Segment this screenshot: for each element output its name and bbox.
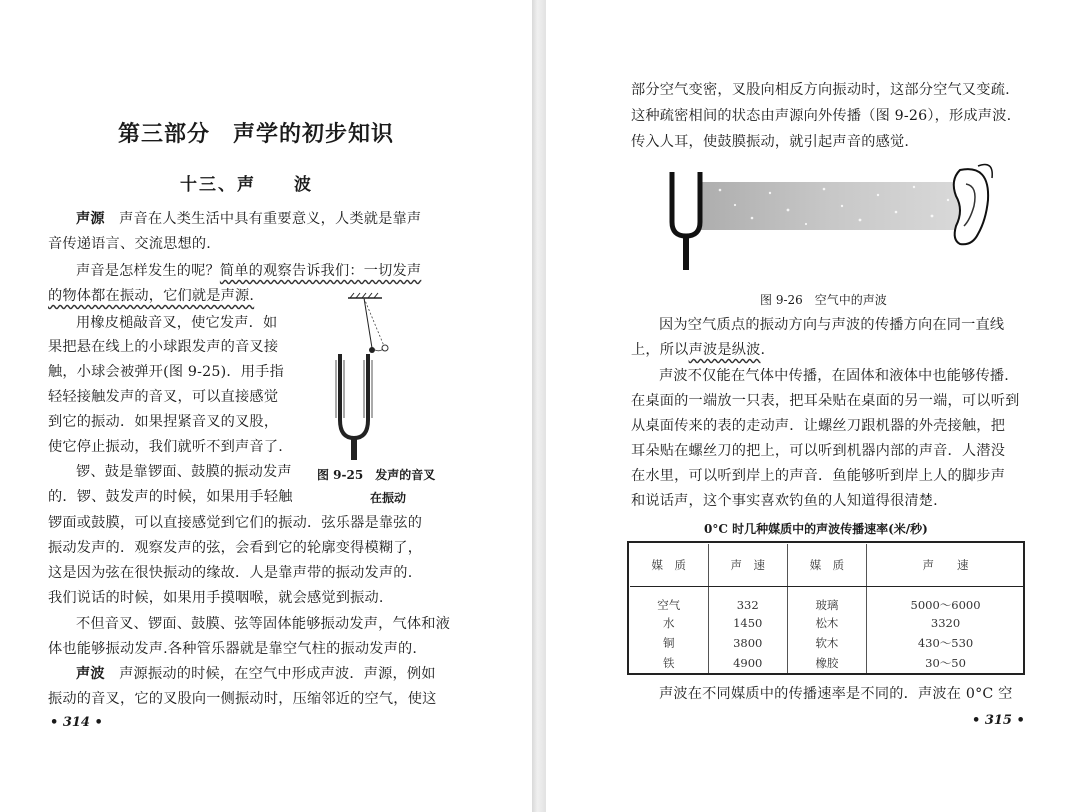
figure-9-25-label: 图 9-25 [317,468,364,482]
body-line: 振动发声的．观察发声的弦，会看到它的轮廓变得模糊了， [48,540,423,556]
table-cell: 3320 [930,615,961,630]
table-cell: 5000～6000 [910,597,981,612]
body-line: 使它停止振动，我们就听不到声音了. [48,439,283,455]
table-header-cell: 声 速 [867,544,1024,586]
page-number-left: • 314 • [50,715,103,730]
emphasis-text: 简单的观察告诉我们：一切发声 [219,263,422,279]
table-cell: 铁 [630,653,708,673]
body-line: 触，小球会被弹开(图 9-25)．用手指 [48,364,284,380]
question-text: 声音是怎样发生的呢？ [76,263,220,279]
book-gutter [532,0,546,812]
body-line: 这是因为弦在很快振动的缘故．人是靠声带的振动发声的. [48,565,413,581]
para5-line1-text: 声源振动的时候，在空气中形成声波．声源，例如 [119,666,436,682]
table-cell: 3800 [708,633,787,653]
table-cell: 4900 [708,653,787,673]
body-line: 从桌面传来的表的走动声．让螺丝刀跟机器的外壳接触，把 [631,418,1006,434]
text-fragment: . [760,342,766,358]
paragraph-sound-source-line1 [76,207,421,232]
body-line: 到它的振动．如果捏紧音叉的叉股， [48,414,279,430]
paragraph-sound-wave-line2: 振动的音叉，它的叉股向一侧振动时，压缩邻近的空气，使这 [48,691,437,707]
part-title: 第三部分 声学的初步知识 [118,121,395,147]
sound-speed-table [630,544,1024,673]
body-line: 用橡皮槌敲音叉，使它发声．如 [76,315,278,331]
table-header-cell: 媒 质 [630,544,708,586]
figure-9-26-caption: 图 9-26 空气中的声波 [760,293,887,307]
table-cell: 1450 [708,613,787,633]
body-line: 不但音叉、锣面、鼓膜、弦等固体能够振动发声，气体和液 [76,616,451,632]
body-line: 耳朵贴在螺丝刀的把上，可以听到机器内部的声音．人潜没 [631,443,1006,459]
paragraph-sound-source-line2: 音传递语言、交流思想的. [48,236,211,252]
body-line: 声波不仅能在气体中传播，在固体和液体中也能够传播. [659,368,1010,384]
table-title: 0°C 时几种媒质中的声波传播速率(米/秒) [704,522,928,536]
paragraph-question-line1 [76,259,421,284]
table-row [630,653,1024,673]
body-line: 这种疏密相间的状态由声源向外传播（图 9-26），形成声波. [631,108,1012,124]
body-line: 锣、鼓是靠锣面、鼓膜的振动发声 [76,464,292,480]
paragraph-question-line2: 的物体都在振动，它们就是声源. [48,288,255,304]
figure-9-25-caption-line2: 在振动 [370,491,407,505]
body-line: 和说话声，这个事实喜欢钓鱼的人知道得很清楚. [631,493,938,509]
para1-line1-text: 声音在人类生活中具有重要意义，人类就是靠声 [119,211,422,227]
longitudinal-wave-line [631,338,765,363]
body-line: 声波在不同媒质中的传播速率是不同的．声波在 0°C 空 [659,686,1013,702]
body-line: 在水里，可以听到岸上的声音．鱼能够听到岸上人的脚步声 [631,468,1006,484]
term-sound-source: 声源 [76,211,105,227]
table-cell: 软木 [787,633,866,653]
body-line: 部分空气变密，叉股向相反方向振动时，这部分空气又变疏. [631,82,1010,98]
table-cell: 空气 [630,586,708,613]
sound-wave-figure [660,160,1000,275]
body-line: 轻轻接触发声的音叉，可以直接感觉 [48,389,279,405]
figure-9-25-title: 发声的音叉 [375,468,436,482]
table-cell: 玻璃 [787,586,866,613]
body-line: 锣面或鼓膜，可以直接感觉到它们的振动．弦乐器是靠弦的 [48,515,423,531]
body-line: 的．锣、鼓发声的时候，如果用手轻触 [48,489,293,505]
term-sound-wave: 声波 [76,666,105,682]
table-row [630,613,1024,633]
table-cell: 松木 [787,613,866,633]
table-cell: 橡胶 [787,653,866,673]
table-row [630,633,1024,653]
table-cell: 铜 [630,633,708,653]
table-header-cell: 媒 质 [787,544,866,586]
paragraph-sound-wave-line1 [76,662,436,687]
figure-9-25-caption-line1 [317,466,435,483]
table-header-cell: 声 速 [708,544,787,586]
text-fragment: 上，所以 [631,342,689,358]
body-line: 果把悬在线上的小球跟发声的音叉接 [48,339,279,355]
body-line: 体也能够振动发声.各种管乐器就是靠空气柱的振动发声的. [48,641,418,657]
tuning-fork-figure [326,292,404,462]
body-line: 传入人耳，使鼓膜振动，就引起声音的感觉. [631,134,910,150]
table-cell: 30～50 [925,655,966,670]
body-line: 我们说话的时候，如果用手摸咽喉，就会感觉到振动. [48,590,384,606]
body-line: 在桌面的一端放一只表，把耳朵贴在桌面的另一端，可以听到 [631,393,1020,409]
table-row [630,586,1024,613]
table-cell: 332 [708,586,787,613]
table-cell: 水 [630,613,708,633]
section-title: 十三、声 波 [180,175,313,195]
body-line: 因为空气质点的振动方向与声波的传播方向在同一直线 [659,317,1005,333]
page-number-right: • 315 • [972,713,1025,728]
table-header-row [630,544,1024,586]
emphasis-longitudinal-wave: 声波是纵波 [688,342,761,358]
table-cell: 430～530 [917,635,974,650]
